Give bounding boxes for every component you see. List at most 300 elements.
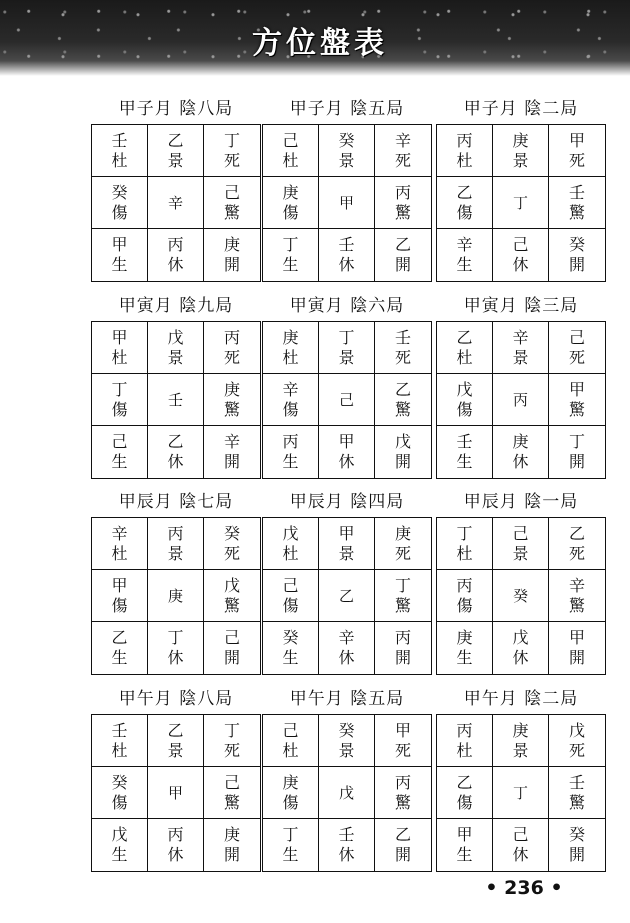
board-panel xyxy=(91,686,261,872)
gate-label: 驚 xyxy=(568,399,585,419)
heavenly-stem: 癸 xyxy=(223,523,240,543)
board-title: 甲辰月 陰四局 xyxy=(289,492,405,512)
gate-label: 休 xyxy=(512,452,529,471)
gate-label: 景 xyxy=(167,347,184,367)
grid-cell xyxy=(263,570,319,622)
grid-cell xyxy=(92,374,148,426)
heavenly-stem: 丁 xyxy=(282,825,299,844)
gate-label: 景 xyxy=(167,150,184,170)
heavenly-stem: 己 xyxy=(223,772,240,792)
board-title: 甲寅月 陰三局 xyxy=(463,296,579,316)
heavenly-stem: 辛 xyxy=(223,432,240,451)
board-grid xyxy=(436,517,606,675)
heavenly-stem: 乙 xyxy=(394,825,411,844)
heavenly-stem: 丁 xyxy=(456,523,473,543)
gate-label: 死 xyxy=(568,347,585,367)
heavenly-stem: 庚 xyxy=(456,628,473,647)
grid-cell xyxy=(263,426,319,478)
board-panel xyxy=(91,96,261,282)
grid-cell xyxy=(92,518,148,570)
grid-cell xyxy=(263,767,319,819)
heavenly-stem: 癸 xyxy=(111,182,128,202)
gate-label: 生 xyxy=(282,452,299,471)
heavenly-stem: 甲 xyxy=(111,575,128,595)
board-grid xyxy=(91,321,261,479)
grid-cell xyxy=(437,322,493,374)
grid-cell-center xyxy=(493,374,549,426)
gate-label: 驚 xyxy=(223,399,240,419)
gate-label: 景 xyxy=(512,347,529,367)
grid-cell xyxy=(375,819,431,871)
grid-cell xyxy=(263,622,319,674)
gate-label: 驚 xyxy=(394,792,411,812)
grid-cell xyxy=(148,518,204,570)
heavenly-stem: 壬 xyxy=(394,327,411,347)
grid-cell xyxy=(493,322,549,374)
gate-label: 驚 xyxy=(223,595,240,615)
grid-cell xyxy=(319,622,375,674)
heavenly-stem: 己 xyxy=(568,327,585,347)
heavenly-stem: 戊 xyxy=(338,783,354,802)
grid-cell xyxy=(437,177,493,229)
grid-cell xyxy=(319,229,375,281)
gate-label: 生 xyxy=(111,648,128,667)
gate-label: 景 xyxy=(338,740,355,760)
heavenly-stem: 丁 xyxy=(111,379,128,399)
gate-label: 杜 xyxy=(111,740,128,760)
heavenly-stem: 甲 xyxy=(167,783,183,802)
gate-label: 休 xyxy=(167,648,184,667)
board-panel xyxy=(436,96,606,282)
gate-label: 驚 xyxy=(394,399,411,419)
grid-cell xyxy=(375,518,431,570)
grid-cell xyxy=(437,374,493,426)
heavenly-stem: 戊 xyxy=(456,379,473,399)
heavenly-stem: 丁 xyxy=(223,720,240,740)
gate-label: 驚 xyxy=(568,595,585,615)
gate-label: 杜 xyxy=(111,150,128,170)
gate-label: 休 xyxy=(167,255,184,274)
board-panel xyxy=(262,293,432,479)
grid-cell xyxy=(92,177,148,229)
heavenly-stem: 甲 xyxy=(456,825,473,844)
grid-cell xyxy=(92,819,148,871)
grid-cell xyxy=(437,819,493,871)
heavenly-stem: 甲 xyxy=(111,327,128,347)
heavenly-stem: 乙 xyxy=(111,628,128,647)
heavenly-stem: 己 xyxy=(111,432,128,451)
grid-cell xyxy=(549,177,605,229)
grid-cell xyxy=(204,322,260,374)
gate-label: 傷 xyxy=(282,792,299,812)
gate-label: 開 xyxy=(394,255,411,274)
heavenly-stem: 己 xyxy=(282,575,299,595)
grid-cell xyxy=(375,229,431,281)
board-grid xyxy=(262,714,432,872)
board-grid xyxy=(262,517,432,675)
grid-cell xyxy=(204,570,260,622)
heavenly-stem: 丙 xyxy=(167,825,184,844)
grid-cell xyxy=(437,518,493,570)
gate-label: 死 xyxy=(223,150,240,170)
grid-cell xyxy=(549,229,605,281)
board-grid xyxy=(436,321,606,479)
grid-cell-center xyxy=(493,767,549,819)
grid-cell xyxy=(204,125,260,177)
gate-label: 死 xyxy=(394,347,411,367)
grid-cell xyxy=(549,715,605,767)
gate-label: 開 xyxy=(223,648,240,667)
gate-label: 驚 xyxy=(223,792,240,812)
gate-label: 景 xyxy=(338,150,355,170)
gate-label: 杜 xyxy=(111,347,128,367)
gate-label: 杜 xyxy=(456,543,473,563)
heavenly-stem: 丙 xyxy=(167,235,184,254)
grid-cell xyxy=(375,570,431,622)
heavenly-stem: 癸 xyxy=(568,235,585,254)
board-title: 甲寅月 陰九局 xyxy=(118,296,234,316)
grid-cell xyxy=(437,426,493,478)
grid-cell xyxy=(493,819,549,871)
gate-label: 驚 xyxy=(394,202,411,222)
grid-cell xyxy=(375,374,431,426)
heavenly-stem: 甲 xyxy=(338,432,355,451)
page-title: 方位盤表 xyxy=(252,26,388,61)
grid-cell xyxy=(319,322,375,374)
gate-label: 生 xyxy=(282,255,299,274)
gate-label: 生 xyxy=(111,255,128,274)
heavenly-stem: 丁 xyxy=(512,193,528,212)
heavenly-stem: 乙 xyxy=(456,327,473,347)
heavenly-stem: 辛 xyxy=(338,628,355,647)
heavenly-stem: 庚 xyxy=(512,432,529,451)
grid-cell xyxy=(148,426,204,478)
page-number: • 236 • xyxy=(485,877,563,899)
gate-label: 景 xyxy=(512,543,529,563)
gate-label: 休 xyxy=(167,452,184,471)
gate-label: 驚 xyxy=(568,202,585,222)
grid-cell xyxy=(204,177,260,229)
gate-label: 傷 xyxy=(456,792,473,812)
heavenly-stem: 甲 xyxy=(338,193,354,212)
gate-label: 死 xyxy=(223,740,240,760)
gate-label: 死 xyxy=(568,543,585,563)
heavenly-stem: 甲 xyxy=(568,130,585,150)
grid-cell-center xyxy=(493,177,549,229)
heavenly-stem: 丁 xyxy=(568,432,585,451)
heavenly-stem: 乙 xyxy=(568,523,585,543)
heavenly-stem: 乙 xyxy=(394,379,411,399)
heavenly-stem: 辛 xyxy=(111,523,128,543)
gate-label: 杜 xyxy=(456,347,473,367)
heavenly-stem: 丙 xyxy=(456,720,473,740)
heavenly-stem: 甲 xyxy=(338,523,355,543)
heavenly-stem: 己 xyxy=(223,182,240,202)
gate-label: 杜 xyxy=(282,740,299,760)
heavenly-stem: 辛 xyxy=(456,235,473,254)
grid-cell xyxy=(263,177,319,229)
board-grid xyxy=(262,124,432,282)
gate-label: 傷 xyxy=(456,399,473,419)
heavenly-stem: 戊 xyxy=(394,432,411,451)
gate-label: 休 xyxy=(338,845,355,864)
grid-cell xyxy=(549,819,605,871)
heavenly-stem: 丁 xyxy=(512,783,528,802)
gate-label: 開 xyxy=(394,648,411,667)
heavenly-stem: 戊 xyxy=(568,720,585,740)
heavenly-stem: 庚 xyxy=(282,182,299,202)
grid-cell xyxy=(204,229,260,281)
gate-label: 景 xyxy=(338,543,355,563)
grid-cell xyxy=(549,570,605,622)
gate-label: 杜 xyxy=(282,150,299,170)
board-panel xyxy=(262,489,432,675)
gate-label: 傷 xyxy=(111,202,128,222)
grid-cell xyxy=(319,715,375,767)
gate-label: 傷 xyxy=(111,792,128,812)
grid-cell xyxy=(375,177,431,229)
board-panel xyxy=(436,686,606,872)
grid-cell xyxy=(263,322,319,374)
grid-cell xyxy=(493,715,549,767)
gate-label: 景 xyxy=(512,740,529,760)
board-title: 甲子月 陰八局 xyxy=(118,99,234,119)
grid-cell xyxy=(549,125,605,177)
gate-label: 驚 xyxy=(568,792,585,812)
grid-cell-center xyxy=(319,570,375,622)
grid-cell xyxy=(263,518,319,570)
gate-label: 休 xyxy=(338,255,355,274)
gate-label: 傷 xyxy=(111,595,128,615)
board-title: 甲辰月 陰七局 xyxy=(118,492,234,512)
heavenly-stem: 乙 xyxy=(456,772,473,792)
heavenly-stem: 辛 xyxy=(167,193,183,212)
heavenly-stem: 丁 xyxy=(223,130,240,150)
gate-label: 傷 xyxy=(456,595,473,615)
heavenly-stem: 壬 xyxy=(111,130,128,150)
gate-label: 開 xyxy=(394,845,411,864)
gate-label: 生 xyxy=(111,845,128,864)
heavenly-stem: 戊 xyxy=(282,523,299,543)
heavenly-stem: 己 xyxy=(282,720,299,740)
gate-label: 生 xyxy=(111,452,128,471)
grid-cell-center xyxy=(148,767,204,819)
grid-cell-center xyxy=(493,570,549,622)
gate-label: 傷 xyxy=(282,202,299,222)
heavenly-stem: 甲 xyxy=(394,720,411,740)
heavenly-stem: 壬 xyxy=(338,235,355,254)
gate-label: 休 xyxy=(338,452,355,471)
grid-cell xyxy=(493,125,549,177)
board-grid xyxy=(436,714,606,872)
gate-label: 生 xyxy=(456,845,473,864)
gate-label: 生 xyxy=(456,255,473,274)
grid-cell xyxy=(319,125,375,177)
heavenly-stem: 癸 xyxy=(282,628,299,647)
board-panel xyxy=(436,293,606,479)
grid-cell xyxy=(493,426,549,478)
board-panel xyxy=(262,96,432,282)
board-panel xyxy=(436,489,606,675)
board-grid xyxy=(91,714,261,872)
grid-cell xyxy=(319,518,375,570)
board-title: 甲辰月 陰一局 xyxy=(463,492,579,512)
gate-label: 傷 xyxy=(282,595,299,615)
gate-label: 開 xyxy=(223,845,240,864)
gate-label: 傷 xyxy=(456,202,473,222)
heavenly-stem: 戊 xyxy=(512,628,529,647)
gate-label: 休 xyxy=(338,648,355,667)
grid-cell xyxy=(148,322,204,374)
heavenly-stem: 庚 xyxy=(223,235,240,254)
grid-cell xyxy=(204,767,260,819)
grid-cell xyxy=(437,715,493,767)
heavenly-stem: 己 xyxy=(338,390,354,409)
gate-label: 死 xyxy=(394,543,411,563)
heavenly-stem: 丙 xyxy=(394,772,411,792)
heavenly-stem: 戊 xyxy=(167,327,184,347)
board-title: 甲子月 陰五局 xyxy=(289,99,405,119)
heavenly-stem: 丙 xyxy=(223,327,240,347)
heavenly-stem: 庚 xyxy=(512,720,529,740)
heavenly-stem: 壬 xyxy=(111,720,128,740)
gate-label: 生 xyxy=(456,648,473,667)
heavenly-stem: 甲 xyxy=(111,235,128,254)
grid-cell xyxy=(549,426,605,478)
grid-cell xyxy=(437,229,493,281)
grid-cell xyxy=(319,819,375,871)
grid-cell xyxy=(263,819,319,871)
grid-cell xyxy=(437,767,493,819)
heavenly-stem: 癸 xyxy=(568,825,585,844)
gate-label: 開 xyxy=(394,452,411,471)
gate-label: 死 xyxy=(223,347,240,367)
grid-cell xyxy=(263,374,319,426)
board-grid xyxy=(91,124,261,282)
heavenly-stem: 乙 xyxy=(456,182,473,202)
grid-cell xyxy=(204,622,260,674)
heavenly-stem: 庚 xyxy=(282,772,299,792)
heavenly-stem: 乙 xyxy=(167,720,184,740)
grid-cell-center xyxy=(319,177,375,229)
heavenly-stem: 庚 xyxy=(512,130,529,150)
heavenly-stem: 庚 xyxy=(394,523,411,543)
heavenly-stem: 丁 xyxy=(282,235,299,254)
heavenly-stem: 壬 xyxy=(568,182,585,202)
heavenly-stem: 甲 xyxy=(568,379,585,399)
gate-label: 景 xyxy=(512,150,529,170)
board-grid xyxy=(262,321,432,479)
heavenly-stem: 己 xyxy=(512,235,529,254)
heavenly-stem: 乙 xyxy=(394,235,411,254)
gate-label: 傷 xyxy=(282,399,299,419)
gate-label: 杜 xyxy=(111,543,128,563)
gate-label: 死 xyxy=(223,543,240,563)
grid-cell xyxy=(375,322,431,374)
gate-label: 景 xyxy=(338,347,355,367)
grid-cell xyxy=(204,819,260,871)
board-grid xyxy=(91,517,261,675)
heavenly-stem: 己 xyxy=(223,628,240,647)
grid-cell xyxy=(549,518,605,570)
title-banner xyxy=(0,0,630,76)
heavenly-stem: 辛 xyxy=(568,575,585,595)
grid-cell xyxy=(263,229,319,281)
heavenly-stem: 癸 xyxy=(338,720,355,740)
board-title: 甲午月 陰八局 xyxy=(118,689,234,709)
heavenly-stem: 丙 xyxy=(394,628,411,647)
grid-cell xyxy=(148,819,204,871)
grid-cell xyxy=(375,715,431,767)
board-panel xyxy=(262,686,432,872)
gate-label: 生 xyxy=(282,648,299,667)
heavenly-stem: 壬 xyxy=(568,772,585,792)
gate-label: 開 xyxy=(568,255,585,274)
grid-cell-center xyxy=(148,374,204,426)
heavenly-stem: 丙 xyxy=(167,523,184,543)
board-title: 甲午月 陰二局 xyxy=(463,689,579,709)
grid-cell xyxy=(375,622,431,674)
grid-cell xyxy=(319,426,375,478)
heavenly-stem: 己 xyxy=(282,130,299,150)
heavenly-stem: 癸 xyxy=(512,586,528,605)
grid-cell xyxy=(549,322,605,374)
grid-cell xyxy=(549,622,605,674)
grid-cell xyxy=(375,426,431,478)
heavenly-stem: 丁 xyxy=(338,327,355,347)
heavenly-stem: 丁 xyxy=(394,575,411,595)
heavenly-stem: 辛 xyxy=(512,327,529,347)
heavenly-stem: 丙 xyxy=(512,390,528,409)
heavenly-stem: 癸 xyxy=(338,130,355,150)
gate-label: 杜 xyxy=(282,347,299,367)
grid-cell xyxy=(263,715,319,767)
grid-cell xyxy=(549,374,605,426)
gate-label: 死 xyxy=(568,150,585,170)
heavenly-stem: 戊 xyxy=(223,575,240,595)
grid-cell-center xyxy=(148,177,204,229)
heavenly-stem: 乙 xyxy=(167,432,184,451)
heavenly-stem: 壬 xyxy=(167,390,183,409)
gate-label: 休 xyxy=(512,255,529,274)
gate-label: 驚 xyxy=(394,595,411,615)
heavenly-stem: 丙 xyxy=(456,130,473,150)
grid-cell xyxy=(148,622,204,674)
gate-label: 生 xyxy=(282,845,299,864)
gate-label: 開 xyxy=(223,452,240,471)
grid-cell xyxy=(549,767,605,819)
board-title: 甲午月 陰五局 xyxy=(289,689,405,709)
board-title: 甲子月 陰二局 xyxy=(463,99,579,119)
grid-cell xyxy=(493,622,549,674)
gate-label: 開 xyxy=(568,648,585,667)
heavenly-stem: 壬 xyxy=(338,825,355,844)
gate-label: 傷 xyxy=(111,399,128,419)
heavenly-stem: 辛 xyxy=(394,130,411,150)
heavenly-stem: 丙 xyxy=(456,575,473,595)
grid-cell xyxy=(92,570,148,622)
grid-cell xyxy=(92,125,148,177)
grid-cell xyxy=(204,715,260,767)
heavenly-stem: 丙 xyxy=(394,182,411,202)
grid-cell xyxy=(437,570,493,622)
grid-cell xyxy=(437,622,493,674)
gate-label: 開 xyxy=(568,845,585,864)
board-panel xyxy=(91,293,261,479)
grid-cell xyxy=(437,125,493,177)
heavenly-stem: 丙 xyxy=(282,432,299,451)
heavenly-stem: 甲 xyxy=(568,628,585,647)
